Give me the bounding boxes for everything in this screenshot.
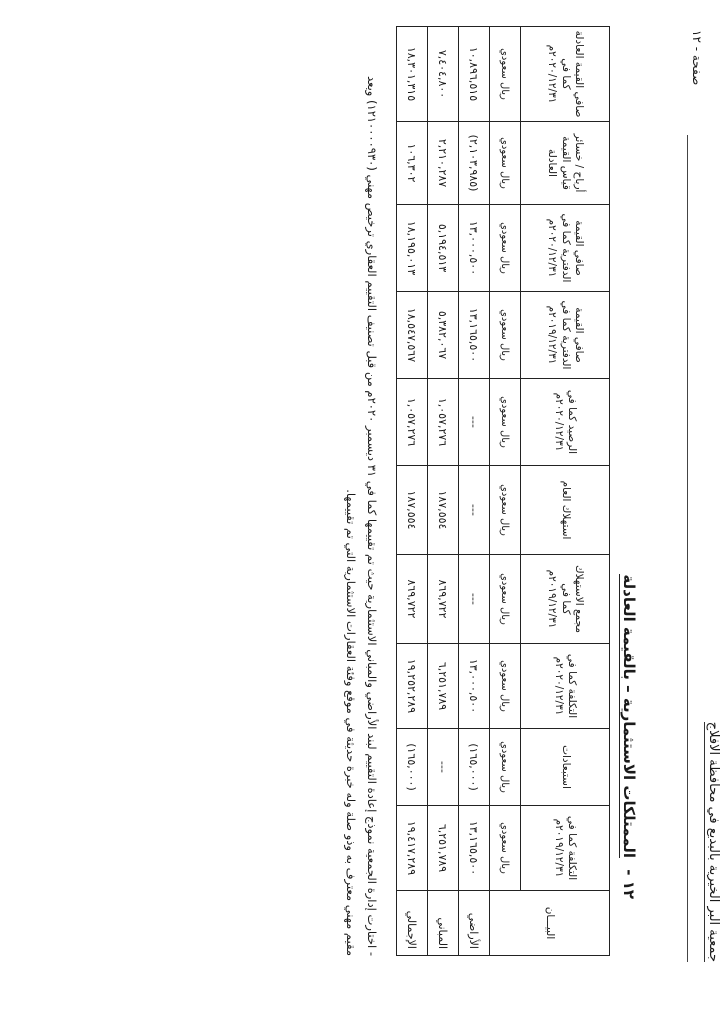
table-cell: ٧,٤٠٤,٨٠٠ (428, 27, 459, 122)
table-cell: ١٨,٣٠١,٣١٥ (397, 27, 428, 122)
table-cell: ١,٠٥٧,٢٧٦ (428, 379, 459, 466)
table-header-row (521, 27, 610, 956)
row-label: الأراضي (459, 891, 490, 956)
unit-row (490, 27, 521, 956)
column-header: الرصيد كما في ٢٠٢٠/١٢/٣١م (521, 379, 610, 466)
section-title-text: الممتلكات الاستثمارية – بالقيمة العادلة (620, 574, 638, 858)
unit-cell: ريال سعودي (490, 292, 521, 379)
column-header: مجمع الاستهلاك كما في ٢٠١٩/١٢/٣١م (521, 555, 610, 644)
table-cell: ١٣,٠٠٠,٥٠٠ (459, 644, 490, 729)
header-divider (687, 135, 688, 962)
table-cell: ٥,١٩٤,٥١٣ (428, 205, 459, 292)
table-cell: ٥,٣٨٢,٠٦٧ (428, 292, 459, 379)
table-cell: ١٠٦,٣٠٢ (397, 122, 428, 205)
table-cell: ٨٦٩,٧٢٢ (397, 555, 428, 644)
row-label: الإجمالي (397, 891, 428, 956)
table-cell: ٢,٢١٠,٢٨٧ (428, 122, 459, 205)
row-label: المباني (428, 891, 459, 956)
unit-cell: ريال سعودي (490, 555, 521, 644)
column-header: استهلاك العام (521, 466, 610, 555)
table-cell: ١٩,٢٥٢,٢٨٩ (397, 644, 428, 729)
table-cell: ١٨٧,٥٥٤ (428, 466, 459, 555)
unit-cell: ريال سعودي (490, 466, 521, 555)
table-cell: (١٦٥,٠٠٠) (459, 729, 490, 806)
table-row-total (397, 27, 428, 956)
organization-header (706, 0, 721, 1024)
column-header: صافي القيمة الدفترية كما في ٢٠١٩/١٢/٣١م (521, 292, 610, 379)
table-cell: --- (459, 466, 490, 555)
column-header: أرباح / خسائر قياس القيمة العادلة (521, 122, 610, 205)
table-cell: ١٨,٥٤٧,٥٦٧ (397, 292, 428, 379)
section-number: ١٢ - (620, 869, 638, 899)
table-cell: ٦,٢٥١,٧٨٩ (428, 644, 459, 729)
table-cell: ١٠,٨٩٦,٥١٥ (459, 27, 490, 122)
unit-cell: ريال سعودي (490, 379, 521, 466)
unit-cell: ريال سعودي (490, 806, 521, 891)
table-cell: --- (459, 379, 490, 466)
section-title (620, 574, 638, 899)
unit-cell: ريال سعودي (490, 729, 521, 806)
column-header: صافي القيمة الدفترية كما في ٢٠٢٠/١٢/٣١م (521, 205, 610, 292)
table-cell: (٢,١٠٣,٩٨٥) (459, 122, 490, 205)
unit-cell: ريال سعودي (490, 205, 521, 292)
table-cell: ١٩,٤١٧,٢٨٩ (397, 806, 428, 891)
table-cell: (١٦٥,٠٠٠) (397, 729, 428, 806)
table-cell: ٨٦٩,٧٢٢ (428, 555, 459, 644)
investment-properties-table (396, 26, 610, 956)
table-row-lands (459, 27, 490, 956)
unit-cell: ريال سعودي (490, 122, 521, 205)
table-cell: ١٨٧,٥٥٤ (397, 466, 428, 555)
table-cell: ١,٠٥٧,٢٧٦ (397, 379, 428, 466)
table-row-buildings (428, 27, 459, 956)
column-header: صافي القيمة العادلة كما في ٢٠٢٠/١٢/٣١م (521, 27, 610, 122)
page-number: صفحة - ١٢ (690, 30, 704, 86)
organization-name: جمعية البر الخيرية بالبديع في محافظة الافلاج (706, 721, 721, 962)
table-cell: ١٨,١٩٥,٠١٣ (397, 205, 428, 292)
table-cell: --- (428, 729, 459, 806)
valuation-note: - اختارت إدارة الجمعية نموذج إعادة التقييم لبند الأراضي والمباني الاستثمارية حيث تم تقييمها كما في ٣١ ديسمبر ٢٠٢٠م من قبل تصنيف التقييم العقاري ترخيص مهني (١٢١٠٠٠٠٩٣٠) ويعد مقيم مهني معترف به وذو صلة وله خبرة حديثة في موقع وفئة العقارات الاستثمارية التي تم تقييمها. (344, 76, 379, 956)
stub-header: البيـــان (490, 891, 610, 956)
column-header: التكلفة كما في ٢٠١٩/١٢/٣١م (521, 806, 610, 891)
unit-cell: ريال سعودي (490, 27, 521, 122)
column-header: استبعادات (521, 729, 610, 806)
table-cell: ٦,٢٥١,٧٨٩ (428, 806, 459, 891)
table-cell: ١٣,١٦٥,٥٠٠ (459, 806, 490, 891)
table-cell: ١٣,٠٠٠,٥٠٠ (459, 205, 490, 292)
table-cell: ١٣,١٦٥,٥٠٠ (459, 292, 490, 379)
column-header: التكلفة كما في ٢٠٢٠/١٢/٣١م (521, 644, 610, 729)
table-cell: --- (459, 555, 490, 644)
unit-cell: ريال سعودي (490, 644, 521, 729)
